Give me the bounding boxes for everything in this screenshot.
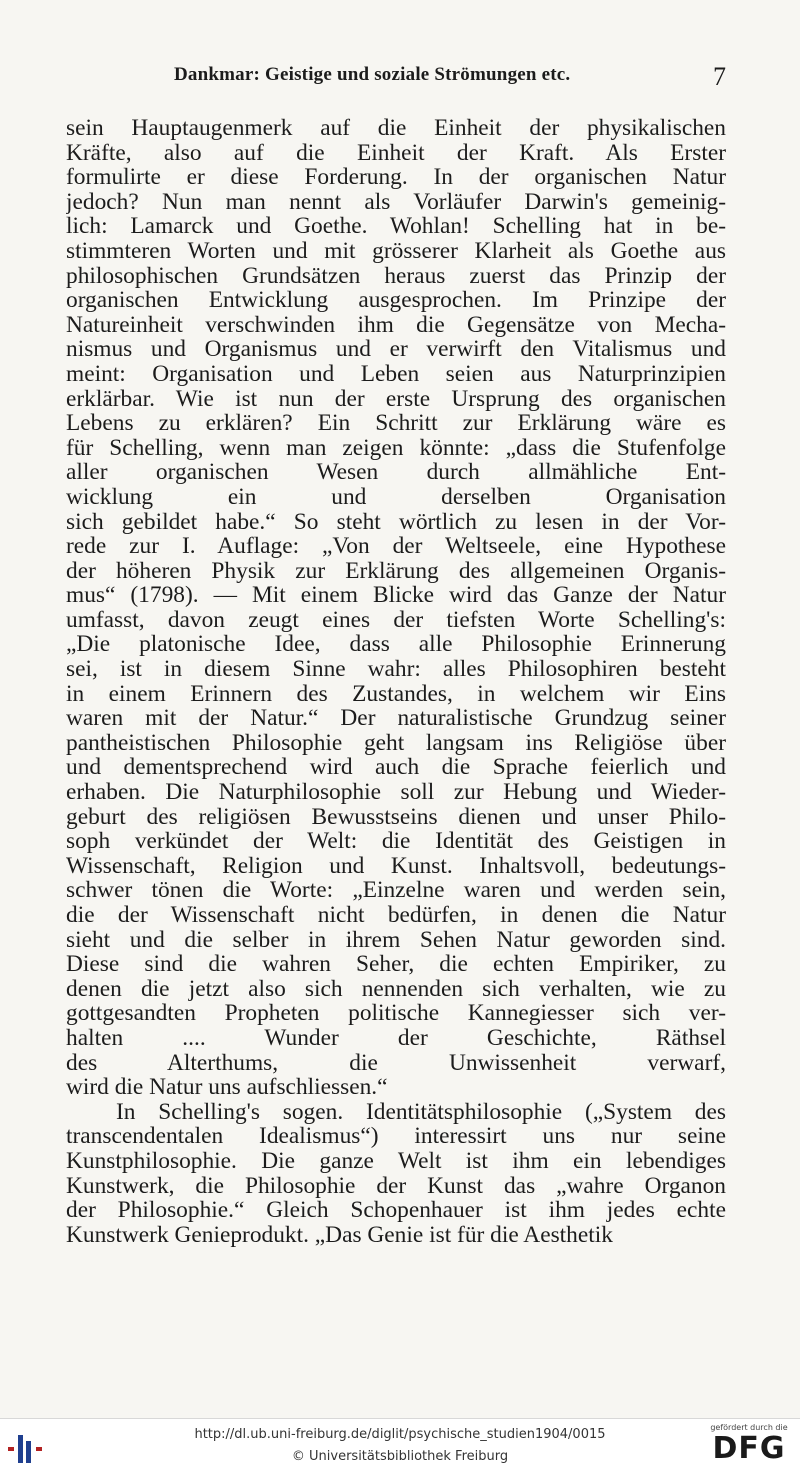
text-line: mus“ (1798). — Mit einem Blicke wird das Ganze der Natur [66, 583, 726, 608]
text-line: sieht und die selber in ihrem Sehen Natur geworden sind. [66, 927, 726, 953]
text-line: stimmteren Worten und mit grösserer Klarheit als Goethe aus [66, 238, 726, 264]
text-line: pantheistischen Philosophie geht langsam ins Religiöse über [66, 730, 726, 756]
text-line: philosophischen Grundsätzen heraus zuerst das Prinzip der [66, 263, 726, 289]
text-line: Lebens zu erklären? Ein Schritt zur Erklärung wäre es [66, 411, 726, 436]
text-line: lich: Lamarck und Goethe. Wohlan! Schelling hat in be- [66, 214, 726, 239]
text-line: Kräfte, also auf die Einheit der Kraft. Als Erster [66, 140, 726, 166]
dfg-caption: gefördert durch die [710, 1423, 788, 1432]
text-line: sich gebildet habe.“ So steht wörtlich zu lesen in der Vor- [66, 509, 726, 535]
text-line: rede zur I. Auflage: „Von der Weltseele, eine Hypothese [66, 534, 726, 559]
text-line: halten .... Wunder der Geschichte, Räthsel [66, 1025, 726, 1051]
text-line: Kunstwerk, die Philosophie der Kunst das „wahre Organon [66, 1173, 726, 1199]
text-line: wicklung ein und derselben Organisation [66, 484, 726, 510]
text-line: In Schelling's sogen. Identitätsphilosophie („System des [116, 1099, 726, 1125]
text-line: waren mit der Natur.“ Der naturalistische Grundzug seiner [66, 706, 726, 731]
page-number: 7 [713, 62, 726, 91]
copyright-notice: © Universitätsbibliothek Freiburg [291, 1449, 509, 1464]
text-line: Kunstphilosophie. Die ganze Welt ist ihm ein lebendiges [66, 1148, 726, 1174]
text-line: denen die jetzt also sich nennenden sich verhalten, wie zu [66, 976, 726, 1002]
text-line: formulirte er diese Forderung. In der organischen Natur [66, 165, 726, 190]
text-line: Wissenschaft, Religion und Kunst. Inhaltsvoll, bedeutungs- [66, 853, 726, 879]
text-line: jedoch? Nun man nennt als Vorläufer Darwin's gemeinig- [66, 189, 726, 215]
source-url[interactable]: http://dl.ub.uni-freiburg.de/diglit/psychische_studien1904/0015 [194, 1427, 606, 1442]
text-line: und dementsprechend wird auch die Sprache feierlich und [66, 755, 726, 781]
dfg-logo [706, 1423, 792, 1469]
text-line: sei, ist in diesem Sinne wahr: alles Philosophiren besteht [66, 657, 726, 682]
text-line: meint: Organisation und Leben seien aus Naturprinzipien [66, 361, 726, 387]
text-line: wird die Natur uns aufschliessen.“ [66, 1075, 388, 1100]
text-line: in einem Erinnern des Zustandes, in welchem wir Eins [66, 681, 726, 707]
text-line: aller organischen Wesen durch allmähliche Ent- [66, 460, 726, 485]
text-line: Kunstwerk Genieprodukt. „Das Genie ist für die Aesthetik [66, 1222, 613, 1248]
text-line: umfasst, davon zeugt eines der tiefsten Worte Schelling's: [66, 607, 726, 633]
text-line: schwer tönen die Worte: „Einzelne waren und werden sein, [66, 878, 726, 903]
text-line: soph verkündet der Welt: die Identität des Geistigen in [66, 829, 726, 854]
running-head: Dankmar: Geistige und soziale Strömungen etc. [174, 64, 571, 85]
text-line: „Die platonische Idee, dass alle Philosophie Erinnerung [66, 632, 726, 658]
text-line: gottgesandten Propheten politische Kannegiesser sich ver- [66, 1001, 726, 1026]
text-line: für Schelling, wenn man zeigen könnte: „dass die Stufenfolge [66, 435, 726, 461]
text-line: erklärbar. Wie ist nun der erste Ursprung des organischen [66, 386, 726, 412]
text-line: des Alterthums, die Unwissenheit verwarf, [66, 1050, 726, 1076]
page-header [66, 62, 730, 92]
viewer-footer [0, 1418, 800, 1473]
text-line: der Philosophie.“ Gleich Schopenhauer ist ihm jedes echte [66, 1198, 726, 1223]
dfg-mark: DFG [712, 1431, 786, 1466]
text-line: der höheren Physik zur Erklärung des allgemeinen Organis- [66, 558, 726, 584]
text-line: erhaben. Die Naturphilosophie soll zur Hebung und Wieder- [66, 780, 726, 805]
text-line: sein Hauptaugenmerk auf die Einheit der physikalischen [66, 116, 726, 141]
body-text [66, 116, 726, 1247]
text-line: die der Wissenschaft nicht bedürfen, in denen die Natur [66, 903, 726, 928]
text-line: organischen Entwicklung ausgesprochen. Im Prinzipe der [66, 288, 726, 313]
text-line: Natureinheit verschwinden ihm die Gegensätze von Mecha- [66, 312, 726, 338]
text-line: nismus und Organismus und er verwirft den Vitalismus und [66, 337, 726, 362]
text-line: transcendentalen Idealismus“) interessirt uns nur seine [66, 1124, 726, 1149]
text-line: geburt des religiösen Bewusstseins dienen und unser Philo- [66, 804, 726, 830]
text-line: Diese sind die wahren Seher, die echten Empiriker, zu [66, 952, 726, 977]
